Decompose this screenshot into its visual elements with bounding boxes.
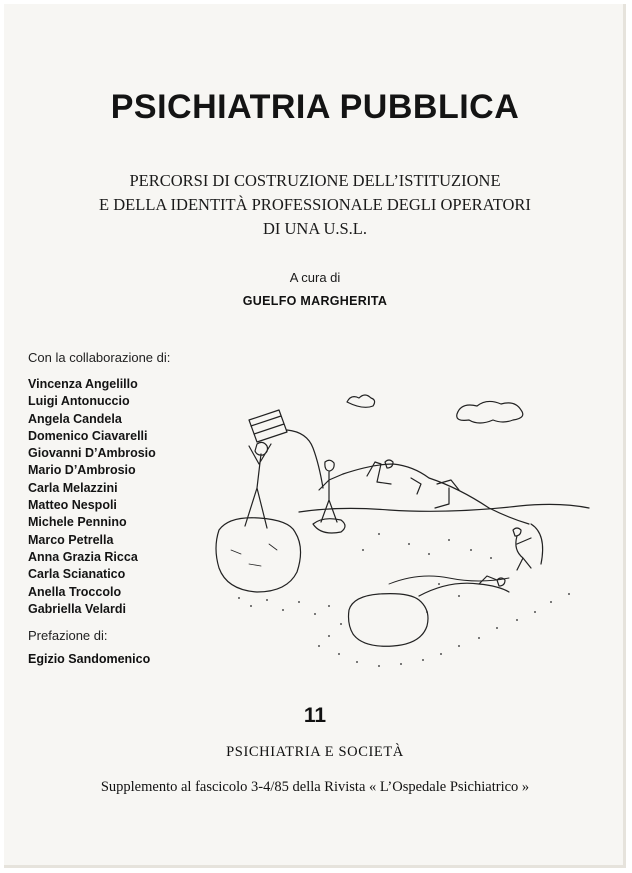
lifting-figure bbox=[245, 442, 271, 528]
curator-name: GUELFO MARGHERITA bbox=[242, 294, 388, 308]
rope bbox=[343, 464, 529, 524]
large-cloud bbox=[457, 401, 523, 423]
cover-illustration bbox=[179, 384, 599, 684]
book-subtitle bbox=[4, 169, 626, 241]
collaborator-name: Angela Candela bbox=[28, 411, 122, 426]
subtitle-line: E DELLA IDENTITÀ PROFESSIONALE DEGLI OPERATORI bbox=[99, 195, 531, 214]
curator-label: A cura di bbox=[289, 270, 341, 285]
collaborator-name: Anella Troccolo bbox=[28, 584, 122, 599]
subtitle-line: PERCORSI DI COSTRUZIONE DELL’ISTITUZIONE bbox=[129, 171, 501, 190]
collaborator-name: Carla Melazzini bbox=[28, 480, 118, 495]
preface-author: Egizio Sandomenico bbox=[28, 652, 151, 666]
bent-figure bbox=[513, 528, 531, 570]
collaborator-name: Michele Pennino bbox=[28, 515, 127, 530]
rope-figure bbox=[319, 460, 343, 522]
collaborator-name: Domenico Ciavarelli bbox=[28, 428, 148, 443]
collaborator-name: Anna Grazia Ricca bbox=[28, 549, 138, 564]
book-cover bbox=[4, 4, 626, 868]
collaborators-list bbox=[28, 376, 156, 618]
collaborator-name: Marco Petrella bbox=[28, 532, 114, 547]
collaboration-label: Con la collaborazione di: bbox=[28, 350, 171, 365]
subtitle-line: DI UNA U.S.L. bbox=[262, 219, 368, 238]
collaborator-name: Giovanni D’Ambrosio bbox=[28, 446, 156, 461]
bottom-rock bbox=[349, 594, 429, 647]
small-rock bbox=[313, 519, 345, 533]
preface-label: Prefazione di: bbox=[28, 628, 108, 643]
collaborator-name: Carla Scianatico bbox=[28, 567, 126, 582]
collaborator-name: Luigi Antonuccio bbox=[28, 394, 130, 409]
collaborator-name: Matteo Nespoli bbox=[28, 498, 117, 513]
supplement-note: Supplemento al fascicolo 3-4/85 della Rivista « L’Ospedale Psichiatrico » bbox=[100, 779, 530, 795]
collaborator-name: Vincenza Angelillo bbox=[28, 377, 138, 391]
book-title: PSICHIATRIA PUBBLICA bbox=[110, 88, 520, 126]
stream bbox=[287, 430, 323, 488]
volume-number: 11 bbox=[303, 704, 327, 727]
rock bbox=[216, 518, 301, 592]
barrel bbox=[249, 410, 287, 442]
small-cloud bbox=[347, 395, 375, 407]
series-name: PSICHIATRIA E SOCIETÀ bbox=[226, 744, 404, 760]
collaborator-name: Gabriella Velardi bbox=[28, 601, 126, 616]
collaborator-name: Mario D’Ambrosio bbox=[28, 463, 136, 478]
